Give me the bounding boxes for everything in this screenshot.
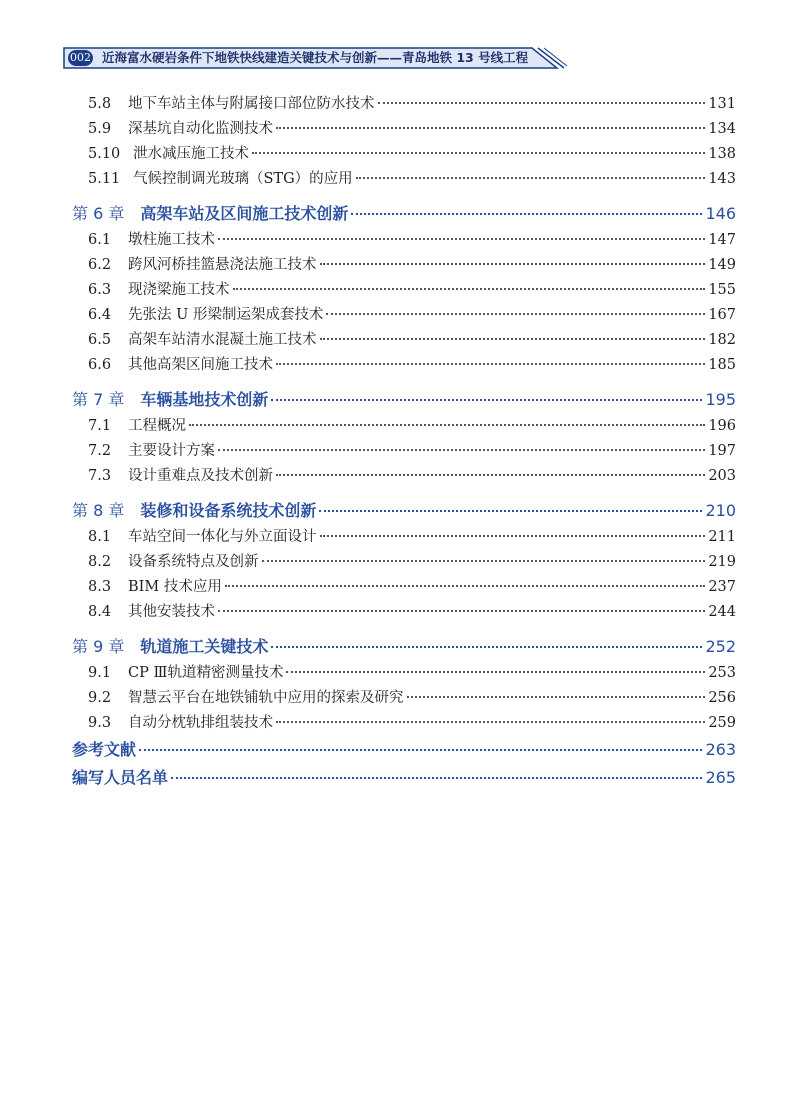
toc-references[interactable] [72, 736, 736, 764]
section-title: 泄水减压施工技术 [133, 146, 249, 162]
dot-leader [319, 510, 702, 512]
section-title: 其他高架区间施工技术 [128, 357, 273, 373]
chapter-number: 第 8 章 [72, 501, 125, 520]
toc-author-list[interactable] [72, 764, 736, 792]
section-page: 182 [708, 332, 736, 348]
appendix-title: 参考文献 [72, 740, 137, 759]
section-title: 设备系统特点及创新 [128, 554, 259, 570]
toc-section[interactable] [72, 228, 736, 253]
section-number: 5.10 [88, 146, 121, 162]
toc-section[interactable] [72, 253, 736, 278]
section-title: 现浇梁施工技术 [128, 282, 230, 298]
toc-section[interactable] [72, 711, 736, 736]
section-number: 7.3 [88, 468, 112, 484]
section-page: 259 [708, 715, 736, 731]
chapter-number: 第 6 章 [72, 204, 125, 223]
section-page: 237 [708, 579, 736, 595]
chapter-title: 装修和设备系统技术创新 [140, 501, 317, 520]
section-title: 深基坑自动化监测技术 [128, 121, 273, 137]
dot-leader [276, 363, 705, 365]
dot-leader [356, 177, 706, 179]
section-page: 155 [708, 282, 736, 298]
dot-leader [378, 102, 706, 104]
section-page: 131 [708, 96, 736, 112]
section-page: 147 [708, 232, 736, 248]
appendix-page: 265 [705, 768, 736, 787]
section-number: 6.3 [88, 282, 112, 298]
chapter-page: 252 [705, 637, 736, 656]
appendix-page: 263 [705, 740, 736, 759]
section-number: 6.4 [88, 307, 112, 323]
section-number: 8.2 [88, 554, 112, 570]
section-title: CP Ⅲ轨道精密测量技术 [128, 665, 284, 681]
chapter-page: 195 [705, 390, 736, 409]
toc-section[interactable] [72, 303, 736, 328]
section-title: 设计重难点及技术创新 [128, 468, 273, 484]
section-number: 7.1 [88, 418, 112, 434]
toc-section[interactable] [72, 600, 736, 625]
dot-leader [326, 313, 705, 315]
dot-leader [276, 127, 705, 129]
section-title: 主要设计方案 [128, 443, 215, 459]
chapter-page: 146 [705, 204, 736, 223]
section-page: 138 [708, 146, 736, 162]
section-page: 203 [708, 468, 736, 484]
toc-chapter-7[interactable] [72, 386, 736, 414]
table-of-contents [72, 92, 736, 792]
toc-section[interactable] [72, 575, 736, 600]
dot-leader [320, 535, 706, 537]
section-number: 6.2 [88, 257, 112, 273]
toc-section[interactable] [72, 353, 736, 378]
section-title: 地下车站主体与附属接口部位防水技术 [128, 96, 375, 112]
toc-section[interactable] [72, 439, 736, 464]
section-title: 车站空间一体化与外立面设计 [128, 529, 317, 545]
section-title: 工程概况 [128, 418, 186, 434]
dot-leader [218, 238, 705, 240]
chapter-number: 第 9 章 [72, 637, 125, 656]
toc-section[interactable] [72, 328, 736, 353]
section-page: 197 [708, 443, 736, 459]
toc-section[interactable] [72, 686, 736, 711]
toc-section[interactable] [72, 464, 736, 489]
section-page: 253 [708, 665, 736, 681]
header-book-title: 近海富水硬岩条件下地铁快线建造关键技术与创新——青岛地铁 13 号线工程 [102, 50, 529, 65]
section-page: 244 [708, 604, 736, 620]
section-title: 高架车站清水混凝土施工技术 [128, 332, 317, 348]
section-number: 6.5 [88, 332, 112, 348]
section-title: 其他安装技术 [128, 604, 215, 620]
dot-leader [286, 671, 705, 673]
chapter-title: 高架车站及区间施工技术创新 [140, 204, 349, 223]
toc-chapter-8[interactable] [72, 497, 736, 525]
section-page: 167 [708, 307, 736, 323]
appendix-title: 编写人员名单 [72, 768, 169, 787]
section-number: 8.4 [88, 604, 112, 620]
section-number: 8.3 [88, 579, 112, 595]
dot-leader [320, 263, 706, 265]
dot-leader [276, 721, 705, 723]
dot-leader [218, 610, 705, 612]
section-page: 143 [708, 171, 736, 187]
toc-section[interactable] [72, 167, 736, 192]
dot-leader [407, 696, 706, 698]
toc-section[interactable] [72, 414, 736, 439]
section-number: 5.8 [88, 96, 112, 112]
section-title: 墩柱施工技术 [128, 232, 215, 248]
section-number: 9.3 [88, 715, 112, 731]
section-title: 跨风河桥挂篮悬浇法施工技术 [128, 257, 317, 273]
section-page: 149 [708, 257, 736, 273]
dot-leader [189, 424, 705, 426]
dot-leader [233, 288, 706, 290]
dot-leader [262, 560, 706, 562]
dot-leader [320, 338, 706, 340]
chapter-number: 第 7 章 [72, 390, 125, 409]
dot-leader [218, 449, 705, 451]
section-title: 自动分枕轨排组装技术 [128, 715, 273, 731]
section-number: 6.1 [88, 232, 112, 248]
toc-section[interactable] [72, 525, 736, 550]
header-page-number: 002 [70, 51, 91, 64]
section-title: BIM 技术应用 [128, 579, 222, 595]
toc-section[interactable] [72, 550, 736, 575]
toc-chapter-6[interactable] [72, 200, 736, 228]
dot-leader [171, 777, 702, 779]
section-title: 气候控制调光玻璃（STG）的应用 [133, 171, 353, 187]
section-page: 219 [708, 554, 736, 570]
dot-leader [271, 399, 702, 401]
section-page: 256 [708, 690, 736, 706]
section-page: 134 [708, 121, 736, 137]
section-number: 9.1 [88, 665, 112, 681]
chapter-title: 车辆基地技术创新 [140, 390, 269, 409]
section-number: 6.6 [88, 357, 112, 373]
section-page: 211 [708, 529, 736, 545]
toc-section[interactable] [72, 92, 736, 117]
section-number: 7.2 [88, 443, 112, 459]
dot-leader [276, 474, 705, 476]
section-number: 9.2 [88, 690, 112, 706]
section-number: 8.1 [88, 529, 112, 545]
dot-leader [225, 585, 705, 587]
section-page: 185 [708, 357, 736, 373]
toc-section[interactable] [72, 661, 736, 686]
chapter-page: 210 [705, 501, 736, 520]
toc-section[interactable] [72, 278, 736, 303]
toc-chapter-9[interactable] [72, 633, 736, 661]
section-title: 先张法 U 形梁制运架成套技术 [128, 307, 324, 323]
toc-section[interactable] [72, 142, 736, 167]
dot-leader [252, 152, 705, 154]
chapter-title: 轨道施工关键技术 [140, 637, 269, 656]
section-title: 智慧云平台在地铁铺轨中应用的探索及研究 [128, 690, 404, 706]
running-header [62, 46, 567, 70]
section-number: 5.11 [88, 171, 121, 187]
dot-leader [139, 749, 702, 751]
dot-leader [271, 646, 702, 648]
section-number: 5.9 [88, 121, 112, 137]
section-page: 196 [708, 418, 736, 434]
toc-section[interactable] [72, 117, 736, 142]
dot-leader [351, 213, 702, 215]
